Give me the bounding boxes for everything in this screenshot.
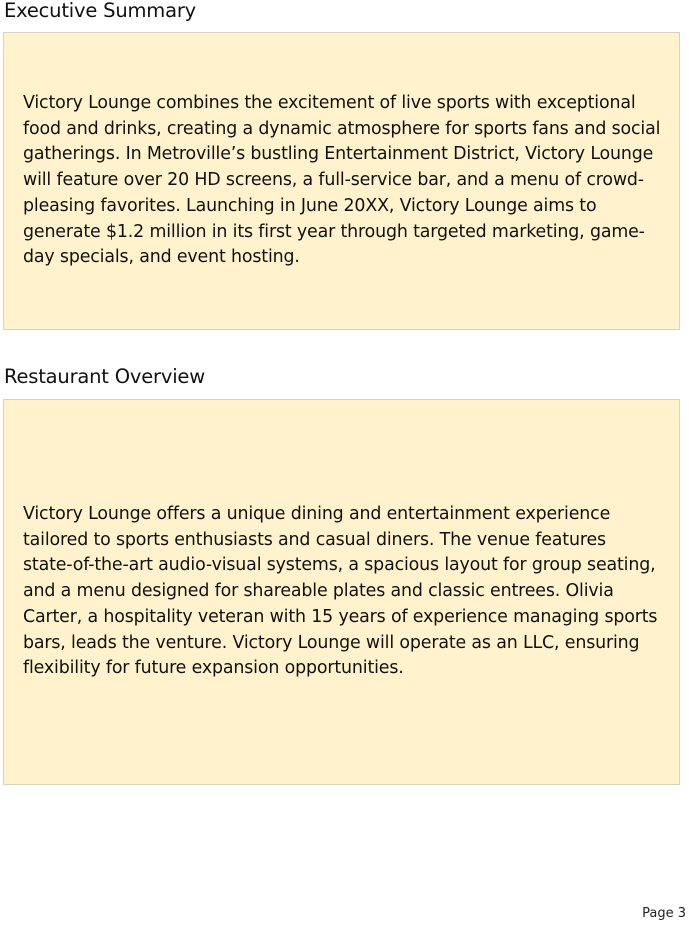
restaurant-overview-text: Victory Lounge offers a unique dining and entertainment experience tailored to sports enthusiasts and casual diners. The venue features state-of-the-art audio-visual systems, a spacious layout for group seating, and a menu designed for shareable plates and classic entrees. Olivia Carter, a hospitality veteran with 15 years of experience managing sports bars, leads the venture. Victory Lounge will operate as an LLC, ensuring flexibility for future expansion opportunities. xyxy=(23,503,658,679)
restaurant-overview-heading: Restaurant Overview xyxy=(4,365,205,388)
restaurant-overview-panel xyxy=(3,399,680,785)
executive-summary-text: Victory Lounge combines the excitement of live sports with exceptional food and drinks, creating a dynamic atmosphere for sports fans and social gatherings. In Metroville’s bustling Entertainment District, Victory Lounge will feature over 20 HD screens, a full-service bar, and a menu of crowd-pleasing favorites. Launching in June 20XX, Victory Lounge aims to generate $1.2 million in its first year through targeted marketing, game-day specials, and event hosting. xyxy=(23,92,661,268)
executive-summary-heading: Executive Summary xyxy=(4,0,196,22)
executive-summary-panel xyxy=(3,32,680,330)
page-number: Page 3 xyxy=(642,906,686,921)
